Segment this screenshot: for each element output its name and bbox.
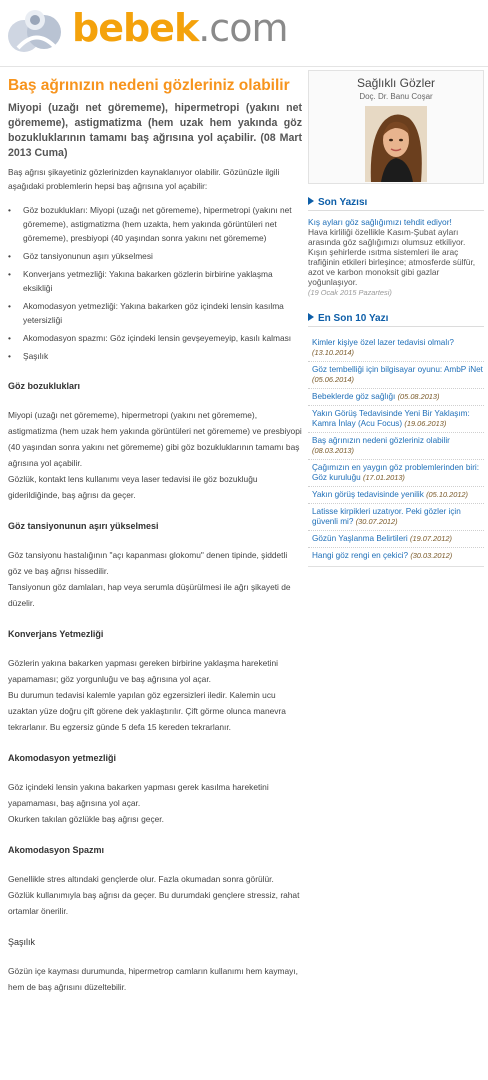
article-lead: Miyopi (uzağı net görememe), hipermetropi (yakını net görememe), astigmatizma (hem uzak hem yakında göz bozukluklarının tamamı baş ağrısına yol açabilir. (08 Mart 2013 Cuma)	[8, 102, 302, 159]
section-heading: Akomodasyon Spazmı	[8, 845, 105, 855]
section-heading: Göz tansiyonunun aşırı yükselmesi	[8, 521, 159, 531]
section-paragraph: Gözlük, kontakt lens kullanımı veya laser tedavisi ile göz bozukluğu giderildiğinde, baş ağrısı da geçer.	[8, 474, 258, 500]
recent-post-link[interactable]: Latisse kirpikleri uzatıyor. Peki gözler için güvenli mi? (30.07.2012)	[308, 503, 484, 530]
last-post-heading: Son Yazısı	[308, 196, 484, 211]
logo-main-text: bebek	[72, 6, 199, 50]
last-post-date: (19 Ocak 2015 Pazartesi)	[308, 288, 392, 297]
recent-post-link[interactable]: Hangi göz rengi en çekici? (30.03.2012)	[308, 547, 484, 564]
last-post-excerpt: Hava kirliliği özellikle Kasım-Şubat ayları arasında göz sağlığımızı olumsuz etkiliyor. Kışın şehirlerde ısıtma sistemleri ile araç trafiğinin etkileri birleşince; atmosferde sülfür, azot ve karbon monoksit gibi gazlar yoğunlaşıyor.	[308, 227, 476, 287]
recent-post-link[interactable]: Kimler kişiye özel lazer tedavisi olmalı? (13.10.2014)	[312, 338, 454, 357]
article	[8, 76, 302, 995]
arrow-right-icon	[308, 313, 314, 321]
list-item: • Göz bozuklukları: Miyopi (uzağı net görememe), hipermetropi (yakını net görememe), astigmatizma (hem uzakta, hem yakında görüntüleri net görememe), presbiyopi (40 yaşından sonra yakını net görememe)	[8, 203, 302, 245]
sidebar	[308, 70, 484, 567]
recent-posts-list	[308, 335, 484, 567]
list-item: • Akomodasyon yetmezliği: Yakına bakarken göz içindeki lensin kasılma yetersizliği	[8, 299, 302, 327]
recent-post-link[interactable]: Bebeklerde göz sağlığı (05.08.2013)	[308, 388, 484, 405]
recent-post-link[interactable]: Çağımızın en yaygın göz problemlerinden biri: Göz kuruluğu (17.01.2013)	[308, 459, 484, 486]
section-paragraph: Bu durumun tedavisi kalemle yapılan göz egzersizleri iledir. Kalemin ucu uzaktan yüze doğru çift görene dek yaklaştırılır. Çift görme olunca manevra tekrarlanır. Bu egzersiz günde 5 defa 15 kereden tekrarlanır.	[8, 690, 286, 732]
section-heading: Göz bozuklukları	[8, 381, 81, 391]
author-name[interactable]: Doç. Dr. Banu Coşar	[359, 92, 433, 101]
bebek-logo-icon[interactable]	[4, 8, 68, 60]
section-paragraph: Gözlük kullanımıyla baş ağrısı da geçer. Bu durumdaki gençlere stressiz, rahat ortamlar önerilir.	[8, 890, 300, 916]
section-paragraph: Göz içindeki lensin yakına bakarken yapması gerek kasılma hareketini yapamaması, baş ağrısına yol açar.	[8, 782, 269, 808]
site-header	[0, 0, 488, 64]
list-item: • Göz tansiyonunun aşırı yükselmesi	[8, 249, 302, 263]
last-post	[308, 217, 484, 298]
recent-post-link[interactable]: Yakın görüş tedavisinde yenilik (05.10.2012)	[308, 486, 484, 503]
author-box	[308, 70, 484, 184]
section-paragraph: Okurken takılan gözlükle baş ağrısı geçer.	[8, 814, 164, 824]
problem-list	[8, 203, 302, 363]
section-heading: Akomodasyon yetmezliği	[8, 753, 117, 763]
list-item: • Konverjans yetmezliği: Yakına bakarken gözlerin birbirine yaklaşma eksikliği	[8, 267, 302, 295]
section-paragraph: Tansiyonun göz damlaları, hap veya serumla düşürülmesi ile ağrı şikayeti de düzelir.	[8, 582, 291, 608]
section-paragraph: Miyopi (uzağı net görememe), hipermetropi (yakını net görememe), astigmatizma (hem uzak hem yakında görüntüleri net görememe) ve presbiyopi (40 yaşından sonra yakını net görememe) gibi göz bozukluklarının tamamı baş ağrısına yol açabilir.	[8, 410, 302, 468]
top10-heading: En Son 10 Yazı	[308, 312, 484, 327]
logo-suffix-text: .com	[198, 6, 288, 50]
header-divider	[0, 66, 488, 67]
list-item: • Şaşılık	[8, 349, 302, 363]
section-paragraph: Gözlerin yakına bakarken yapması gereken birbirine yaklaşma hareketini yapamaması; göz yorgunluğu ve baş ağrısına yol açar.	[8, 658, 278, 684]
section-heading: Konverjans Yetmezliği	[8, 629, 104, 639]
section-paragraph: Göz tansiyonu hastalığının "açı kapanması glokomu" denen tipinde, şiddetli göz ve baş ağrısı hissedilir.	[8, 550, 288, 576]
arrow-right-icon	[308, 197, 314, 205]
author-photo[interactable]	[365, 106, 427, 182]
recent-post-link[interactable]: Göz tembelliği için bilgisayar oyunu: AmbP iNet (05.06.2014)	[308, 361, 484, 388]
recent-post-link[interactable]: Gözün Yaşlanma Belirtileri (19.07.2012)	[308, 530, 484, 547]
section-heading: Şaşılık	[8, 937, 36, 947]
article-intro: Baş ağrısı şikayetiniz gözlerinizden kaynaklanıyor olabilir. Gözünüzle ilgili aşağıdaki problemlerin hepsi baş ağrısına yol açabilir:	[8, 167, 280, 191]
section-paragraph: Gözün içe kayması durumunda, hipermetrop camların kullanımı hem kaymayı, hem de baş ağrısını düzeltebilir.	[8, 966, 298, 992]
list-item: • Akomodasyon spazmı: Göz içindeki lensin gevşeyemeyip, kasılı kalması	[8, 331, 302, 345]
last-post-link[interactable]: Kış ayları göz sağlığımızı tehdit ediyor!	[308, 217, 452, 227]
column-title[interactable]: Sağlıklı Gözler	[356, 76, 436, 90]
recent-post-link[interactable]: Baş ağrınızın nedeni gözleriniz olabilir (08.03.2013)	[308, 432, 484, 459]
site-logo-wordmark[interactable]	[72, 6, 287, 50]
section-paragraph: Genellikle stres altındaki gençlerde olur. Fazla okumadan sonra görülür.	[8, 874, 274, 884]
article-title: Baş ağrınızın nedeni gözleriniz olabilir	[8, 77, 290, 94]
recent-post-link[interactable]: Yakın Görüş Tedavisinde Yeni Bir Yaklaşım: Kamra İnlay (Acu Focus) (19.06.2013)	[308, 405, 484, 432]
